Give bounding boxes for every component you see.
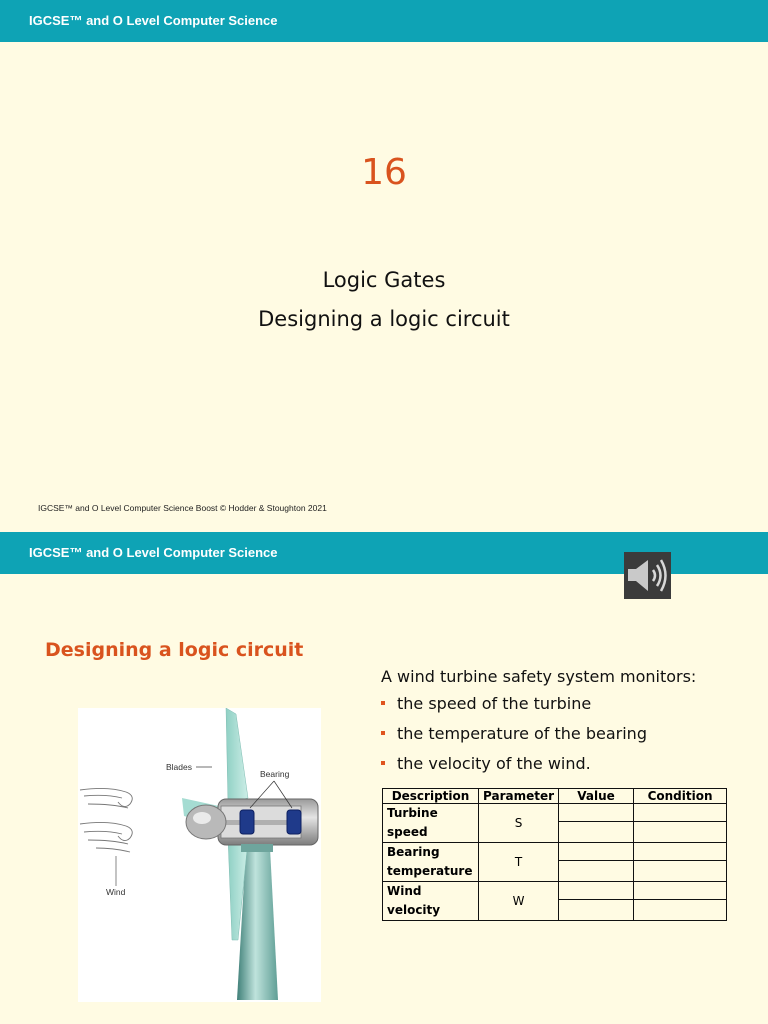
monitor-list [381,694,647,784]
slide-subtitle: Designing a logic circuit [258,307,510,331]
parameter-table [382,788,727,921]
table-cell: T [479,843,559,882]
condition-cell[interactable] [634,843,727,882]
blades-label: Blades [166,762,192,772]
speaker-icon[interactable] [624,552,671,599]
bearing-label: Bearing [260,769,290,779]
table-row [383,804,727,843]
table-header: Value [559,789,634,804]
slide2-banner-text: IGCSE™ and O Level Computer Science [29,545,278,560]
list-item: the velocity of the wind. [381,754,647,784]
value-cell[interactable] [559,804,634,843]
table-header: Condition [634,789,727,804]
list-item: the speed of the turbine [381,694,647,724]
table-cell: S [479,804,559,843]
table-row [383,882,727,921]
value-cell[interactable] [559,882,634,921]
wind-label: Wind [106,887,126,897]
slide-title: Logic Gates [322,268,446,292]
table-cell: Bearing temperature [383,843,479,882]
content-slide [0,532,768,1024]
list-item: the temperature of the bearing [381,724,647,754]
condition-cell[interactable] [634,882,727,921]
section-heading: Designing a logic circuit [45,639,304,661]
table-cell: W [479,882,559,921]
slide1-banner-text: IGCSE™ and O Level Computer Science [29,13,278,28]
table-row [383,843,727,882]
table-header: Description [383,789,479,804]
slide1-banner [0,0,768,42]
copyright-footer: IGCSE™ and O Level Computer Science Boost © Hodder & Stoughton 2021 [38,503,327,513]
wind-turbine-diagram [78,708,321,1002]
table-cell: Wind velocity [383,882,479,921]
table-cell: Turbine speed [383,804,479,843]
intro-text: A wind turbine safety system monitors: [381,667,697,686]
condition-cell[interactable] [634,804,727,843]
table-header: Parameter [479,789,559,804]
value-cell[interactable] [559,843,634,882]
chapter-number: 16 [361,152,407,193]
